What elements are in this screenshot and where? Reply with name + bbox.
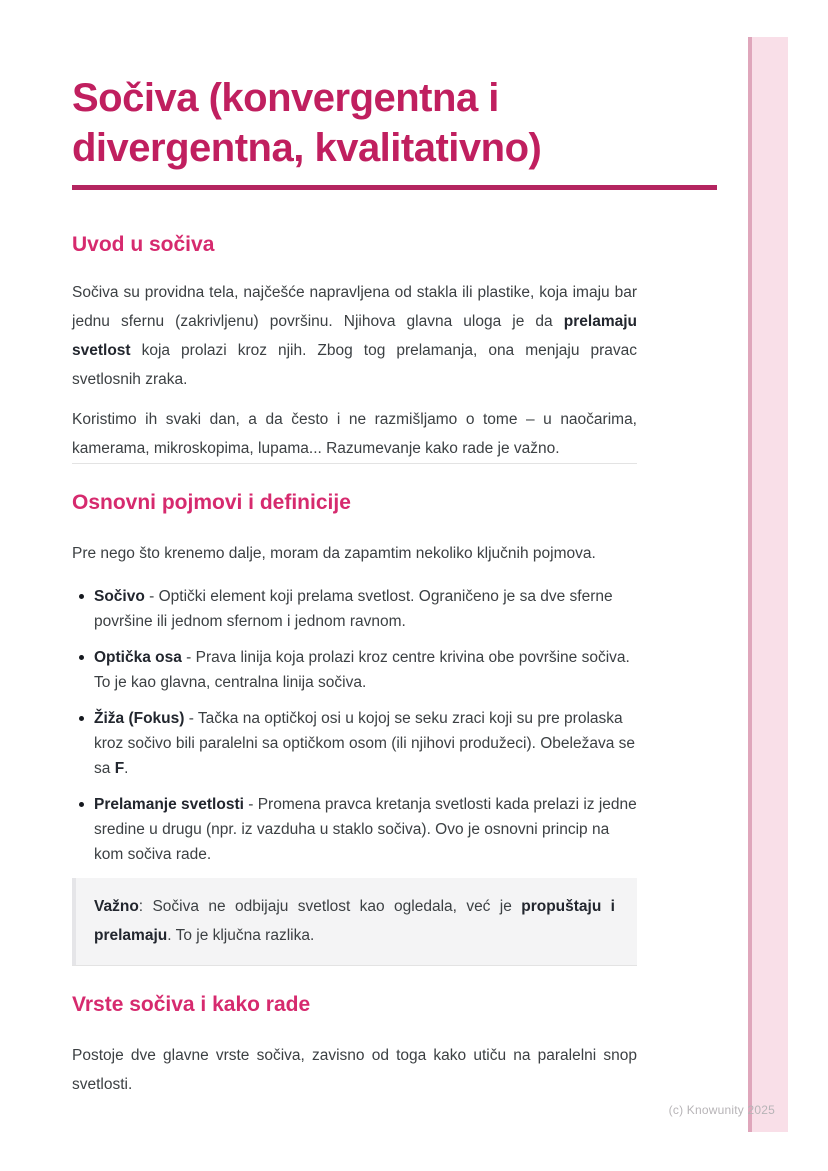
definition-item-prelamanje: Prelamanje svetlosti - Promena pravca kretanja svetlosti kada prelazi iz jedne sredine u drugu (npr. iz vazduha u staklo sočiva). Ovo je osnovni princip na kom sočiva rade. <box>72 792 637 867</box>
page-title <box>72 74 722 173</box>
paragraph-uvod-1: Sočiva su providna tela, najčešće napravljena od stakla ili plastike, koja imaju bar jednu sfernu (zakrivljenu) površinu. Njihova glavna uloga je da prelamaju svetlost koja prolazi kroz njih. Zbog tog prelamanja, ona menjaju pravac svetlosnih zraka. <box>72 284 637 389</box>
page-title-line-2: divergentna, kvalitativno) <box>72 125 542 170</box>
section-heading-pojmovi: Osnovni pojmovi i definicije <box>72 491 351 515</box>
section-divider <box>72 965 637 966</box>
important-callout <box>72 878 637 965</box>
section-heading-uvod: Uvod u sočiva <box>72 233 215 257</box>
paragraph-uvod-2: Koristimo ih svaki dan, a da često i ne razmišljamo o tome – u naočarima, kamerama, mikroskopima, lupama... Razumevanje kako rade je važno. <box>72 411 637 458</box>
paragraph-pojmovi-intro: Pre nego što krenemo dalje, moram da zapamtim nekoliko ključnih pojmova. <box>72 544 596 562</box>
section-heading-vrste: Vrste sočiva i kako rade <box>72 992 311 1016</box>
section-divider <box>72 463 637 464</box>
copyright-watermark: (c) Knowunity 2025 <box>668 1103 775 1117</box>
definitions-list <box>72 584 637 867</box>
definition-item-socivo: Sočivo - Optički element koji prelama svetlost. Ograničeno je sa dve sferne površine ili jednom sfernom i jednom ravnom. <box>72 584 637 634</box>
page-title-line-1: Sočiva (konvergentna i <box>72 76 499 120</box>
definition-item-ziza-fokus: Žiža (Fokus) - Tačka na optičkoj osi u kojoj se seku zraci koji su pre prolaska kroz sočivo bili paralelni sa optičkom osom (ili njihovi produžeci). Obeležava se sa F. <box>72 706 637 781</box>
definition-item-opticka-osa: Optička osa - Prava linija koja prolazi kroz centre krivina obe površine sočiva. To je kao glavna, centralna linija sočiva. <box>72 645 637 695</box>
paragraph-vrste-1: Postoje dve glavne vrste sočiva, zavisno od toga kako utiču na paralelni snop svetlosti. <box>72 1046 637 1093</box>
title-underline-rule <box>72 185 717 190</box>
callout-text: Važno: Sočiva ne odbijaju svetlost kao ogledala, već je propuštaju i prelamaju. To je ključna razlika. <box>94 897 615 944</box>
